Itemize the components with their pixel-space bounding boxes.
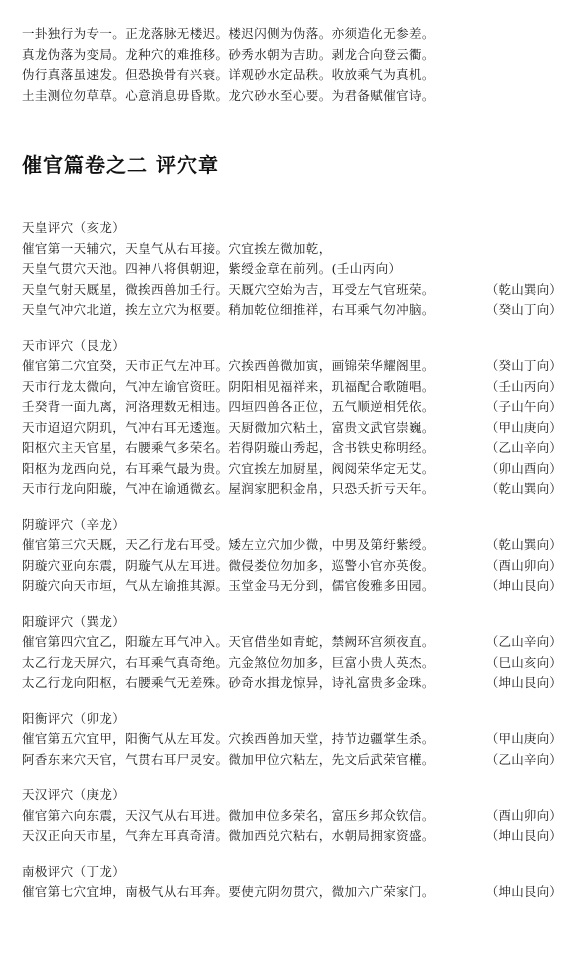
orientation-label: （坤山艮向） [485, 578, 562, 593]
verse-row [22, 356, 562, 377]
verse-text: 催官第三穴天厩，天乙行龙右耳受。矮左立穴加少微，中男及第纡紫绶。 [22, 537, 435, 552]
orientation-label: （甲山庚向） [485, 419, 562, 435]
verse-row [22, 826, 562, 847]
document-page [22, 24, 562, 918]
verse-text: 天皇气贯穴天池。四神八将俱朝迎，紫绶金章在前列。(壬山丙向） [22, 261, 402, 276]
verse-row [22, 438, 562, 459]
intro-line: 一卦独行为专一。正龙落脉无楼迟。楼迟闪侧为伪落。亦须造化无参差。 [22, 26, 435, 41]
verse-row [22, 653, 562, 674]
orientation-label [556, 239, 562, 260]
orientation-label: （坤山艮向） [485, 884, 562, 899]
verse-row [22, 535, 562, 556]
orientation-label: （坤山艮向） [485, 828, 562, 843]
intro-line: 土圭测位勿草草。心意消息毋昏欺。龙穴砂水至心要。为君备赋催官诗。 [22, 87, 435, 103]
orientation-label: （乾山巽向） [485, 281, 562, 297]
verse-text: 阳枢穴主天官星，右腰乘气多荣名。若得阴璇山秀起，含书铁史称明经。 [22, 440, 435, 455]
section-tianhuang [22, 218, 562, 321]
section-title: 天汉评穴（庚龙） [22, 787, 126, 802]
verse-text: 阿香东来穴天官，气贯右耳尸灵安。微加甲位穴粘左，先文后武荣官權。 [22, 751, 435, 767]
verse-text: 催官第二穴宜癸，天市正气左冲耳。穴挨西兽微加寅，画锦荣华耀阁里。 [22, 358, 435, 373]
verse-row [22, 806, 562, 827]
orientation-label: （乙山辛向） [485, 634, 562, 649]
verse-row [22, 459, 562, 480]
orientation-label: （乙山辛向） [485, 751, 562, 767]
verse-text: 阴璇穴向天市垣，气从左谕推其源。玉堂金马无分到，儒官俊雅多田园。 [22, 578, 435, 593]
section-title: 阳璇评穴（巽龙） [22, 613, 126, 629]
verse-text: 天皇气冲穴北道，挨左立穴为枢要。稍加乾位细推祥，右耳乘气勿冲脑。 [22, 302, 435, 317]
intro-verses [22, 24, 562, 106]
orientation-label: （坤山艮向） [485, 675, 562, 690]
verse-text: 催官第五穴宜甲，阳衡气从左耳发。穴挨西兽加天堂，持节边疆掌生杀。 [22, 731, 435, 746]
intro-line: 真龙伪落为变局。龙种穴的难推移。砂秀水朝为吉助。剥龙合向登云衢。 [22, 46, 435, 62]
orientation-label: （乙山辛向） [485, 440, 562, 455]
verse-row [22, 632, 562, 653]
verse-row [22, 418, 562, 439]
orientation-label: （子山午向） [485, 399, 562, 414]
verse-text: 壬癸背一面九离，河洛理数无相违。四垣四兽各正位，五气顺逆相凭依。 [22, 399, 435, 414]
section-tianshi [22, 336, 562, 500]
verse-row [22, 479, 562, 500]
orientation-label: （巳山亥向） [485, 654, 562, 670]
verse-row [22, 576, 562, 597]
verse-text: 天市行龙向阳璇，气冲在谕通微玄。屋润家肥积金帛，只恐夭折亏天年。 [22, 481, 435, 496]
verse-row [22, 556, 562, 577]
verse-row [22, 259, 562, 280]
section-yangheng [22, 709, 562, 771]
verse-text: 天市迢迢穴阴玑，气冲右耳无逶迤。天厨微加穴粘土，富贵文武官崇巍。 [22, 419, 435, 435]
verse-row [22, 377, 562, 398]
verse-text: 催官第一天辅穴，天皇气从右耳接。穴宜挨左微加乾， [22, 240, 332, 256]
verse-text: 天汉正向天市星，气奔左耳真奇清。微加西兑穴粘右，水朝局拥家资盛。 [22, 828, 435, 843]
sections-container [22, 218, 562, 903]
verse-row [22, 673, 562, 694]
orientation-label: （癸山丁向） [485, 358, 562, 373]
verse-text: 阳枢为龙西向兑，右耳乘气最为贵。穴宜挨左加厨星，阀阅荣华定无艾。 [22, 460, 435, 476]
verse-row [22, 239, 562, 260]
orientation-label: （乾山巽向） [485, 537, 562, 552]
orientation-label [556, 259, 562, 280]
orientation-label: （癸山丁向） [485, 302, 562, 317]
verse-row [22, 750, 562, 771]
orientation-label: （卯山酉向） [485, 460, 562, 476]
section-yinxuan [22, 515, 562, 597]
verse-text: 太乙行龙向阳枢，右腰乘气无差殊。砂奇水揖龙惊异，诗礼富贵多金珠。 [22, 675, 435, 690]
orientation-label: （酉山卯向） [485, 807, 562, 823]
section-title: 阳衡评穴（卯龙） [22, 710, 126, 726]
intro-line: 伪行真落虽速发。但恐换骨有兴衰。详观砂水定品秩。收放乘气为真机。 [22, 67, 435, 82]
orientation-label: （甲山庚向） [485, 731, 562, 746]
verse-text: 天市行龙太微向，气冲左谕官资旺。阴阳相见福祥来，玑福配合歌随唱。 [22, 378, 435, 394]
verse-text: 太乙行龙天屏穴，右耳乘气真奇绝。亢金煞位勿加多，巨富小贵人英杰。 [22, 654, 435, 670]
verse-row [22, 882, 562, 903]
section-nanji [22, 862, 562, 903]
verse-text: 阴璇穴亚向东震，阴璇气从左耳进。微侵娄位勿加多，巡警小官亦英俊。 [22, 557, 435, 573]
verse-text: 催官第六向东震，天汉气从右耳进。微加申位多荣名，富压乡邦众钦信。 [22, 807, 435, 823]
orientation-label: （乾山巽向） [485, 481, 562, 496]
section-title: 天市评穴（艮龙） [22, 337, 126, 353]
section-title: 天皇评穴（亥龙） [22, 220, 126, 235]
section-title: 阴璇评穴（辛龙） [22, 516, 126, 532]
verse-text: 催官第七穴宜坤，南极气从右耳奔。要使亢阴勿贯穴，微加六广荣家门。 [22, 884, 435, 899]
chapter-title: 催官篇卷之二 评穴章 [22, 153, 219, 177]
orientation-label: （壬山丙向） [485, 378, 562, 394]
section-tianhan [22, 785, 562, 847]
verse-row [22, 397, 562, 418]
verse-row [22, 729, 562, 750]
section-title: 南极评穴（丁龙） [22, 863, 126, 879]
verse-row [22, 280, 562, 301]
verse-text: 天皇气射天厩星，微挨西兽加壬行。天厩穴空始为吉，耳受左气官班荣。 [22, 281, 435, 297]
orientation-label: （酉山卯向） [485, 557, 562, 573]
verse-text: 催官第四穴宜乙，阳璇左耳气冲入。天官借坐如青蛇，禁阙环宫须夜直。 [22, 634, 435, 649]
section-yangxuan [22, 612, 562, 694]
verse-row [22, 300, 562, 321]
